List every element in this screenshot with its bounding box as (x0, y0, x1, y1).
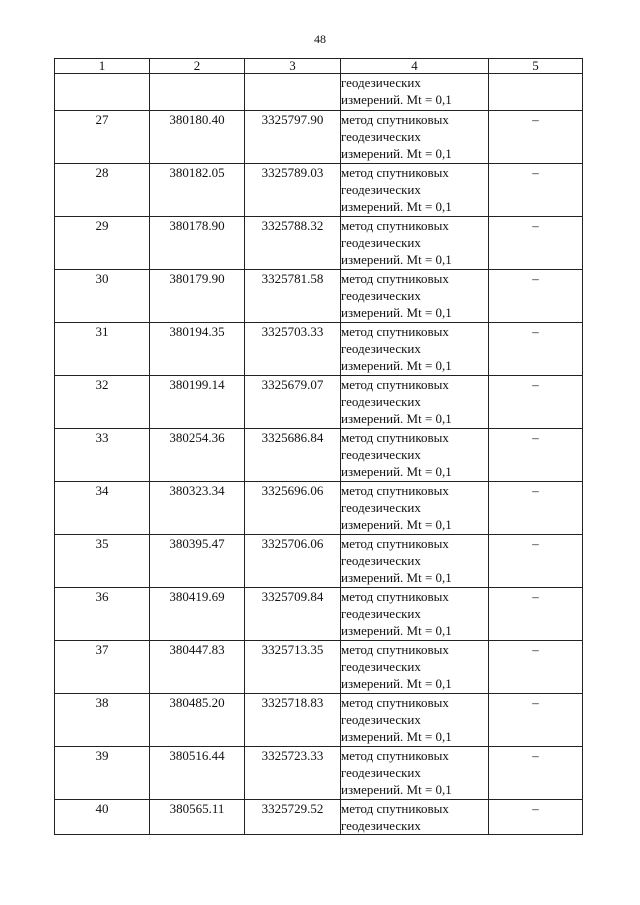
point-number-cell: 37 (55, 641, 150, 694)
x-coordinate-cell: 380485.20 (150, 694, 245, 747)
table-row (55, 111, 583, 164)
table-row (55, 270, 583, 323)
point-number-cell: 28 (55, 164, 150, 217)
table-row (55, 429, 583, 482)
notes-cell: – (489, 270, 583, 323)
notes-cell: – (489, 111, 583, 164)
method-cell: метод спутниковых геодезических измерений. Mt = 0,1 (341, 747, 489, 800)
method-cell: метод спутниковых геодезических измерений. Mt = 0,1 (341, 429, 489, 482)
y-coordinate-cell: 3325679.07 (245, 376, 341, 429)
table-row (55, 376, 583, 429)
notes-cell: – (489, 535, 583, 588)
x-coordinate-cell: 380254.36 (150, 429, 245, 482)
x-coordinate-cell: 380516.44 (150, 747, 245, 800)
table-row (55, 800, 583, 835)
table-row (55, 694, 583, 747)
table-row (55, 588, 583, 641)
header-cell-1: 1 (55, 59, 150, 74)
method-cell: геодезических измерений. Mt = 0,1 (341, 74, 489, 111)
y-coordinate-cell: 3325696.06 (245, 482, 341, 535)
notes-cell: – (489, 694, 583, 747)
x-coordinate-cell: 380447.83 (150, 641, 245, 694)
point-number-cell: 27 (55, 111, 150, 164)
method-cell: метод спутниковых геодезических измерений. Mt = 0,1 (341, 217, 489, 270)
y-coordinate-cell: 3325718.83 (245, 694, 341, 747)
method-cell: метод спутниковых геодезических (341, 800, 489, 835)
method-cell: метод спутниковых геодезических измерений. Mt = 0,1 (341, 376, 489, 429)
y-coordinate-cell (245, 74, 341, 111)
y-coordinate-cell: 3325706.06 (245, 535, 341, 588)
header-cell-5: 5 (489, 59, 583, 74)
table-row (55, 164, 583, 217)
notes-cell: – (489, 641, 583, 694)
method-cell: метод спутниковых геодезических измерений. Mt = 0,1 (341, 641, 489, 694)
point-number-cell: 36 (55, 588, 150, 641)
table-row (55, 535, 583, 588)
notes-cell: – (489, 376, 583, 429)
point-number-cell: 35 (55, 535, 150, 588)
method-cell: метод спутниковых геодезических измерений. Mt = 0,1 (341, 535, 489, 588)
y-coordinate-cell: 3325723.33 (245, 747, 341, 800)
header-cell-2: 2 (150, 59, 245, 74)
method-cell: метод спутниковых геодезических измерений. Mt = 0,1 (341, 482, 489, 535)
point-number-cell (55, 74, 150, 111)
method-cell: метод спутниковых геодезических измерений. Mt = 0,1 (341, 588, 489, 641)
notes-cell: – (489, 429, 583, 482)
x-coordinate-cell: 380395.47 (150, 535, 245, 588)
table-row (55, 323, 583, 376)
y-coordinate-cell: 3325789.03 (245, 164, 341, 217)
notes-cell: – (489, 217, 583, 270)
notes-cell: – (489, 164, 583, 217)
notes-cell (489, 74, 583, 111)
x-coordinate-cell: 380323.34 (150, 482, 245, 535)
y-coordinate-cell: 3325709.84 (245, 588, 341, 641)
method-cell: метод спутниковых геодезических измерений. Mt = 0,1 (341, 323, 489, 376)
continuation-row (55, 74, 583, 111)
y-coordinate-cell: 3325729.52 (245, 800, 341, 835)
table-row (55, 217, 583, 270)
notes-cell: – (489, 747, 583, 800)
page-number: 48 (314, 32, 326, 46)
point-number-cell: 31 (55, 323, 150, 376)
x-coordinate-cell (150, 74, 245, 111)
table-row (55, 641, 583, 694)
header-cell-4: 4 (341, 59, 489, 74)
method-cell: метод спутниковых геодезических измерений. Mt = 0,1 (341, 694, 489, 747)
y-coordinate-cell: 3325703.33 (245, 323, 341, 376)
header-cell-3: 3 (245, 59, 341, 74)
notes-cell: – (489, 800, 583, 835)
notes-cell: – (489, 482, 583, 535)
x-coordinate-cell: 380178.90 (150, 217, 245, 270)
notes-cell: – (489, 323, 583, 376)
point-number-cell: 39 (55, 747, 150, 800)
method-cell: метод спутниковых геодезических измерений. Mt = 0,1 (341, 270, 489, 323)
y-coordinate-cell: 3325781.58 (245, 270, 341, 323)
point-number-cell: 38 (55, 694, 150, 747)
point-number-cell: 30 (55, 270, 150, 323)
x-coordinate-cell: 380199.14 (150, 376, 245, 429)
point-number-cell: 33 (55, 429, 150, 482)
y-coordinate-cell: 3325797.90 (245, 111, 341, 164)
x-coordinate-cell: 380419.69 (150, 588, 245, 641)
y-coordinate-cell: 3325713.35 (245, 641, 341, 694)
x-coordinate-cell: 380180.40 (150, 111, 245, 164)
x-coordinate-cell: 380194.35 (150, 323, 245, 376)
point-number-cell: 29 (55, 217, 150, 270)
x-coordinate-cell: 380565.11 (150, 800, 245, 835)
method-cell: метод спутниковых геодезических измерений. Mt = 0,1 (341, 164, 489, 217)
notes-cell: – (489, 588, 583, 641)
header-row (55, 59, 583, 74)
table-row (55, 482, 583, 535)
point-number-cell: 40 (55, 800, 150, 835)
coordinates-table (54, 58, 583, 835)
method-cell: метод спутниковых геодезических измерений. Mt = 0,1 (341, 111, 489, 164)
y-coordinate-cell: 3325788.32 (245, 217, 341, 270)
x-coordinate-cell: 380179.90 (150, 270, 245, 323)
point-number-cell: 34 (55, 482, 150, 535)
y-coordinate-cell: 3325686.84 (245, 429, 341, 482)
point-number-cell: 32 (55, 376, 150, 429)
table-body (55, 59, 583, 835)
table-row (55, 747, 583, 800)
x-coordinate-cell: 380182.05 (150, 164, 245, 217)
